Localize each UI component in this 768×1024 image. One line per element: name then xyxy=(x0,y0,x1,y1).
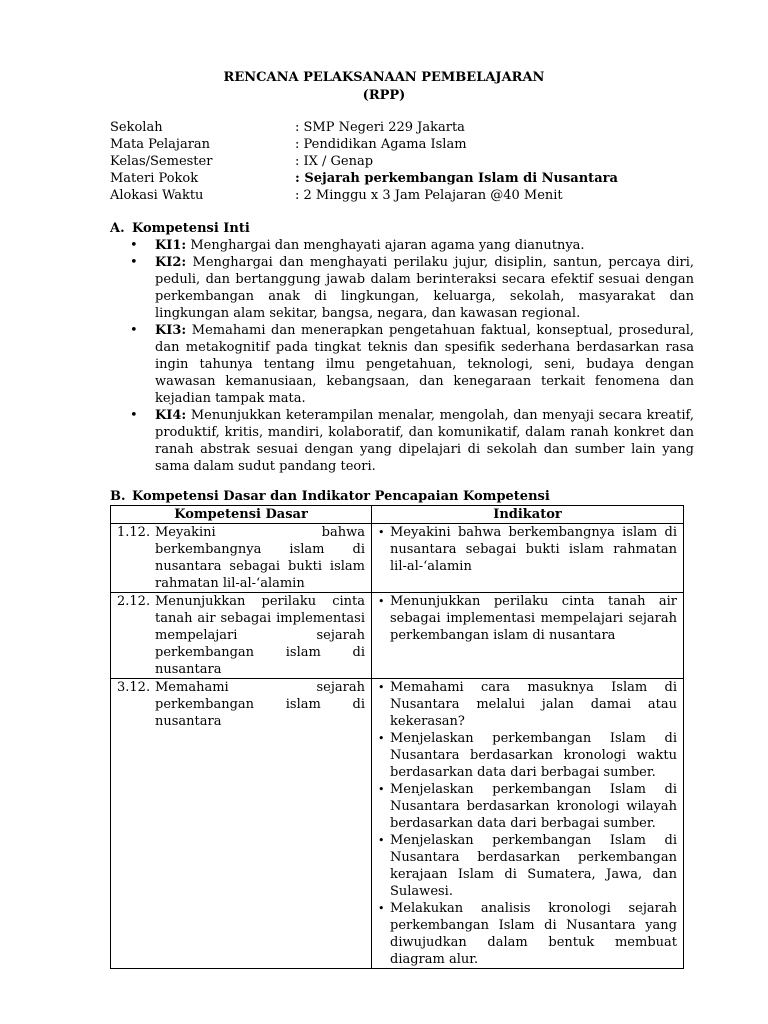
ki-item xyxy=(110,407,694,475)
indicator-cell xyxy=(372,593,684,679)
info-value: : 2 Minggu x 3 Jam Pelajaran @40 Menit xyxy=(295,188,563,203)
indicator-text: Menjelaskan perkembangan Islam di Nusantara berdasarkan kronologi waktu berdasarkan data dari berbagai sumber. xyxy=(390,731,677,780)
section-a-heading xyxy=(110,220,250,237)
bullet-icon: • xyxy=(130,255,138,270)
ki-code: KI1: xyxy=(155,238,187,253)
info-label: Sekolah xyxy=(110,120,163,135)
competency-table xyxy=(110,505,684,969)
info-row xyxy=(110,187,618,204)
info-value: : Pendidikan Agama Islam xyxy=(295,137,467,152)
ki-text: Menunjukkan keterampilan menalar, mengolah, dan menyaji secara kreatif, produktif, kritis, mandiri, kolaboratif, dan komunikatif, dalam ranah konkret dan ranah abstrak sesuai dengan yang dipelajari di sekolah dan sumber lain yang sama dalam sudut pandang teori. xyxy=(155,408,694,474)
ki-code: KI3: xyxy=(155,323,187,338)
ki-code: KI2: xyxy=(155,255,187,270)
indicator-item xyxy=(378,593,677,644)
column-header-kd: Kompetensi Dasar xyxy=(111,506,372,524)
kd-number: 2.12. xyxy=(117,594,151,609)
indicator-item xyxy=(378,730,677,781)
info-label: Kelas/Semester xyxy=(110,154,213,169)
section-b-title: Kompetensi Dasar dan Indikator Pencapaian Kompetensi xyxy=(132,489,550,504)
section-a-title: Kompetensi Inti xyxy=(132,221,250,236)
identity-block xyxy=(110,119,618,204)
document-title xyxy=(0,69,768,105)
bullet-icon: • xyxy=(378,681,385,694)
section-b-letter: B. xyxy=(110,489,126,504)
bullet-icon: • xyxy=(378,595,385,608)
ki-code: KI4: xyxy=(155,408,187,423)
info-value: : SMP Negeri 229 Jakarta xyxy=(295,120,465,135)
bullet-icon: • xyxy=(378,902,385,915)
info-label: Materi Pokok xyxy=(110,171,199,186)
indicator-item xyxy=(378,832,677,900)
indicator-item xyxy=(378,781,677,832)
kd-cell xyxy=(111,593,372,679)
title-line-1: RENCANA PELAKSANAAN PEMBELAJARAN xyxy=(223,70,545,85)
ki-item xyxy=(110,254,694,322)
bullet-icon: • xyxy=(130,323,138,338)
kd-text: Memahami sejarah perkembangan islam di nusantara xyxy=(155,680,365,729)
indicator-cell xyxy=(372,524,684,593)
indicator-item xyxy=(378,900,677,968)
info-label: Alokasi Waktu xyxy=(110,188,204,203)
bullet-icon: • xyxy=(378,834,385,847)
indicator-item xyxy=(378,679,677,730)
info-row xyxy=(110,153,618,170)
kd-text: Menunjukkan perilaku cinta tanah air sebagai implementasi mempelajari sejarah perkembangan islam di nusantara xyxy=(155,594,365,677)
table-row xyxy=(111,679,684,969)
table-row xyxy=(111,593,684,679)
bullet-icon: • xyxy=(378,732,385,745)
ki-text: Memahami dan menerapkan pengetahuan faktual, konseptual, prosedural, dan metakognitif pada tingkat teknis dan spesifik sederhana berdasarkan rasa ingin tahunya tentang ilmu pengetahuan, teknologi, seni, budaya dengan wawasan kemanusiaan, kebangsaan, dan kenegaraan terkait fenomena dan kejadian tampak mata. xyxy=(155,323,695,406)
bullet-icon: • xyxy=(378,783,385,796)
info-row xyxy=(110,170,618,187)
info-row xyxy=(110,136,618,153)
indicator-cell xyxy=(372,679,684,969)
bullet-icon: • xyxy=(130,408,138,423)
indicator-text: Memahami cara masuknya Islam di Nusantara melalui jalan damai atau kekerasan? xyxy=(390,680,677,729)
kd-text: Meyakini bahwa berkembangnya islam di nusantara sebagai bukti islam rahmatan lil-al-‘alamin xyxy=(155,525,365,591)
ki-item xyxy=(110,322,694,407)
indicator-text: Meyakini bahwa berkembangnya islam di nusantara sebagai bukti islam rahmatan lil-al-‘alamin xyxy=(390,525,677,574)
ki-text: Menghargai dan menghayati perilaku jujur, disiplin, santun, percaya diri, peduli, dan bertanggung jawab dalam berinteraksi secara efektif sesuai dengan perkembangan anak di lingkungan, keluarga, sekolah, masyarakat dan lingkungan alam sekitar, bangsa, negara, dan kawasan regional. xyxy=(155,255,694,321)
table-header-row xyxy=(111,506,684,524)
bullet-icon: • xyxy=(130,238,138,253)
indicator-text: Melakukan analisis kronologi sejarah perkembangan Islam di Nusantara yang diwujudkan dalam bentuk membuat diagram alur. xyxy=(390,901,677,967)
section-a-letter: A. xyxy=(110,221,125,236)
table-body xyxy=(111,524,684,969)
title-line-2: (RPP) xyxy=(362,88,406,103)
column-header-indikator: Indikator xyxy=(372,506,684,524)
info-row xyxy=(110,119,618,136)
kd-number: 3.12. xyxy=(117,680,151,695)
ki-text: Menghargai dan menghayati ajaran agama yang dianutnya. xyxy=(190,238,585,253)
kd-cell xyxy=(111,679,372,969)
info-value: : IX / Genap xyxy=(295,154,374,169)
indicator-text: Menjelaskan perkembangan Islam di Nusantara berdasarkan perkembangan kerajaan Islam di Sumatera, Jawa, dan Sulawesi. xyxy=(390,833,677,899)
info-label: Mata Pelajaran xyxy=(110,137,211,152)
indicator-text: Menjelaskan perkembangan Islam di Nusantara berdasarkan kronologi wilayah berdasarkan data dari berbagai sumber. xyxy=(390,782,677,831)
indicator-text: Menunjukkan perilaku cinta tanah air sebagai implementasi mempelajari sejarah perkembangan islam di nusantara xyxy=(390,594,677,643)
indicator-item xyxy=(378,524,677,575)
info-value: : Sejarah perkembangan Islam di Nusantara xyxy=(295,171,618,186)
kd-number: 1.12. xyxy=(117,525,151,540)
ki-list xyxy=(110,237,694,475)
section-b-heading xyxy=(110,488,550,505)
ki-item xyxy=(110,237,694,254)
bullet-icon: • xyxy=(378,526,385,539)
table-row xyxy=(111,524,684,593)
kd-cell xyxy=(111,524,372,593)
